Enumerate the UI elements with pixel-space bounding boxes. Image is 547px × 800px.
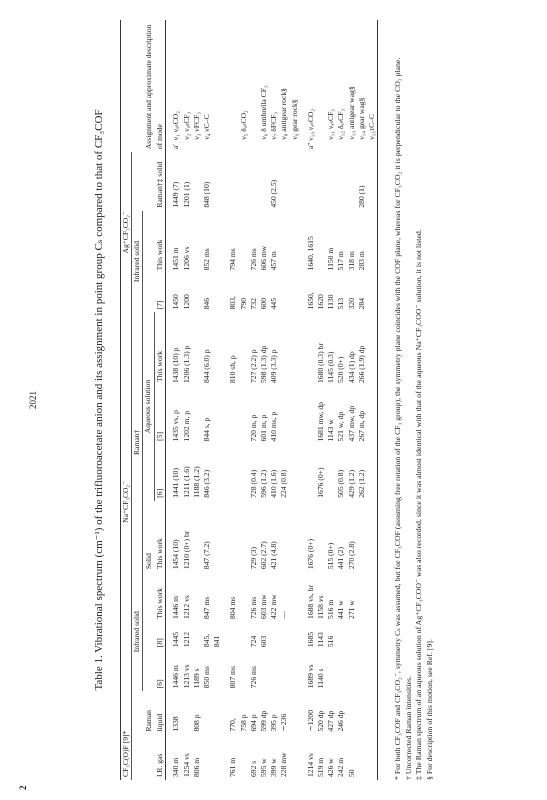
table-row-block-a2 <box>228 20 299 780</box>
footnote: * For both CF₃COF and CF₃CO₂⁻, symmetry Cₛ was assumed, but for CF₃COF (assuming free rotation of the CF₃ group), the symmetry plane coincides with the COF plane, whereas for CF₃CO₂ it is perpendicular to the CO₂ plane. <box>393 57 402 780</box>
sub-thiswork-aq: This work <box>154 350 164 382</box>
cell: 1450 1200 846 <box>171 294 211 310</box>
cell: 728 (0.4) 596 (1.2) 410 (1.6) 224 (0.8) <box>248 469 289 498</box>
footnote: § For description of this motion, see Ref. [9]. <box>424 639 434 780</box>
cell: 1445 1212 845, 841 <box>171 631 222 648</box>
header-raman-liquid-text: Raman liquid <box>144 710 164 732</box>
sub-ref7-ag: [7] <box>154 300 164 310</box>
sub-thiswork-ir: This work <box>154 587 164 619</box>
sub-aqueous-group <box>143 312 165 500</box>
table-row-block-a1 <box>171 20 222 780</box>
cell: 720 m, p 601 m, p 410 ms, p <box>248 411 279 442</box>
header-assignment-text: Assignment and approximate description of mode <box>144 24 164 150</box>
header-infrared-solid: Infrared solid <box>132 572 143 691</box>
header-raman-ag-text: Raman†‡ solid <box>154 161 164 208</box>
header-ir-gas: I.R. gas <box>154 753 164 777</box>
cell: 1338 808 p <box>171 714 201 732</box>
cell-assignment: a″ ν₁₀ νₐₛCO₂ ν₁₁ νₐₛCF₃ ν₁₂ δₐₛCF₃ ν₁₃ antigear wag§ ν₁₄ gear wag§ ν₁₅τC–C <box>305 86 376 150</box>
cell: 1438 (10) p 1206 (1.3) p 844 (6.0) p <box>171 345 211 383</box>
cell: 1640, 1615 1150 m 517 m 318 m 283 m <box>305 236 366 271</box>
cell: 810 sh, p 727 (2.2) p 598 (1.3) dp 409 (3.3) p <box>228 345 279 383</box>
cell: 803, 790 732 600 445 <box>228 296 279 310</box>
cell: 1688 vs, br 1158 vs 516 m 441 w 271 w <box>305 585 356 619</box>
sub-thiswork-ag: This work <box>154 239 164 271</box>
cell: 1441 (10) 1211 (1.6) 1188 (1.2) 846 (3.2) <box>171 466 211 498</box>
sub-ref6-aq: [6] <box>154 488 164 498</box>
cell: 770, 758 p 694 p 599 dp 395 p ∼236 <box>228 710 289 732</box>
page-number: 2 <box>18 785 28 790</box>
header-assignment <box>121 20 166 152</box>
header-ag-salt: Ag⁺CF₃CO₂⁻ <box>121 152 132 312</box>
sub-ref6-ir: [6] <box>154 679 164 689</box>
header-raman <box>132 312 143 572</box>
sub-ref5-aq: [5] <box>154 431 164 441</box>
footnote: † Uncorrected Raman intensities. <box>403 676 413 780</box>
cell: 1435 vs, p 1202 m, p 844 s, p <box>171 410 211 442</box>
cell: 1689 vs 1140 s <box>305 664 325 689</box>
footnotes <box>393 20 435 780</box>
header-cf3cof: CF₃C(O)F [9]* <box>121 691 132 780</box>
header-na-salt: Na⁺CF₃CO₂⁻ <box>121 312 132 691</box>
cell: 1446 m 1212 vs 847 ms <box>171 595 211 619</box>
table-row-block-a3 <box>306 20 378 780</box>
cell-assignment: a′ ν₁ νₐₛCO₂ ν₂ νₐₛCF₃ ν₃ νFCF₃ ν₄ νC–C <box>171 111 211 150</box>
center-number: 2021 <box>28 391 38 409</box>
cell: 1454 (10) 1210 (0+) br 847 (7.2) <box>171 530 211 570</box>
header-infrared-solid-ag: Infrared solid <box>132 211 143 313</box>
cell: 1676 (0+) 515 (0+) 441 (2) 270 (2.8) <box>305 538 356 570</box>
header-raman-text: Raman† <box>132 429 142 455</box>
cell: 1680 (0.3) br 1145 (0.3) 520 (0+) 434 (1) dp 266 (1.9) dp <box>315 343 366 383</box>
cell: 761 m 692 s 595 w 399 w 228 mw <box>228 752 289 777</box>
cell: 1451 m 1206 vs 852 ms <box>171 246 211 271</box>
cell: 729 (3) 602 (2.7) 421 (4.8) <box>248 541 279 570</box>
sub-solid-thiswork-label: This work <box>154 538 164 570</box>
cell: 1449 (7) 1201 (1) 848 (10) <box>171 181 211 208</box>
cell: 1676 (0+) 505 (0.8) 429 (1.2) 262 (1.2) <box>315 467 366 498</box>
footnote: ‡ The Raman spectrum of an aqueous solution of Ag⁺CF₃COO⁻ was also recorded, since it was almost identical with that of the aqueous Na⁺CF₃COO⁻ solution, it is not listed. <box>414 229 423 780</box>
table-title: Table 1. Vibrational spectrum (cm⁻¹) of the trifluoroacetate anion and its assignment in point group Cₛ compared to that of CF₃COF <box>93 109 105 691</box>
cell: 1650, 1620 1130 513 320 284 <box>305 292 366 310</box>
cell: 807 ms 726 ms <box>228 666 258 689</box>
header-raman-liquid <box>132 691 166 734</box>
sub-aqueous-label: Aqueous solution <box>143 312 154 500</box>
cell: 804 ms 726 ms 603 mw 422 mw — <box>228 594 289 619</box>
header-raman-ag <box>132 152 166 210</box>
sub-ref8-ir: [8] <box>154 638 164 648</box>
cell: 794 ms 726 ms 606 mw 457 m <box>228 245 279 271</box>
cell: 450 (2.5) <box>269 179 279 208</box>
cell: ∼1200 520 dp 427 dp 246 dp <box>305 709 346 732</box>
cell: 1681 mw, dp 1143 w 521 w, dp 437 mw, dp 267 m, dp <box>315 402 366 442</box>
cell: 280 (1) <box>356 185 366 208</box>
cell: 724 603 <box>248 635 268 648</box>
sub-solid-label: Solid <box>144 553 154 570</box>
cell: 1446 m 1213 vs 1189 s 850 ms <box>171 664 211 689</box>
sub-solid-thiswork <box>143 501 165 572</box>
cell: 1214 vs 519 m 426 w 242 m 50 <box>305 753 356 777</box>
vibrational-table <box>120 20 378 780</box>
cell: 340 m 1254 vs 806 m <box>171 753 201 777</box>
cell: 1685 1143 516 <box>305 631 336 648</box>
cell-assignment: ν₅ δₐₛCO₂ ν₆ δ umbrella CF₃ ν₇ δFCF₃ ν₈ antigear rock§ ν₉ gear rock§ <box>238 85 299 140</box>
